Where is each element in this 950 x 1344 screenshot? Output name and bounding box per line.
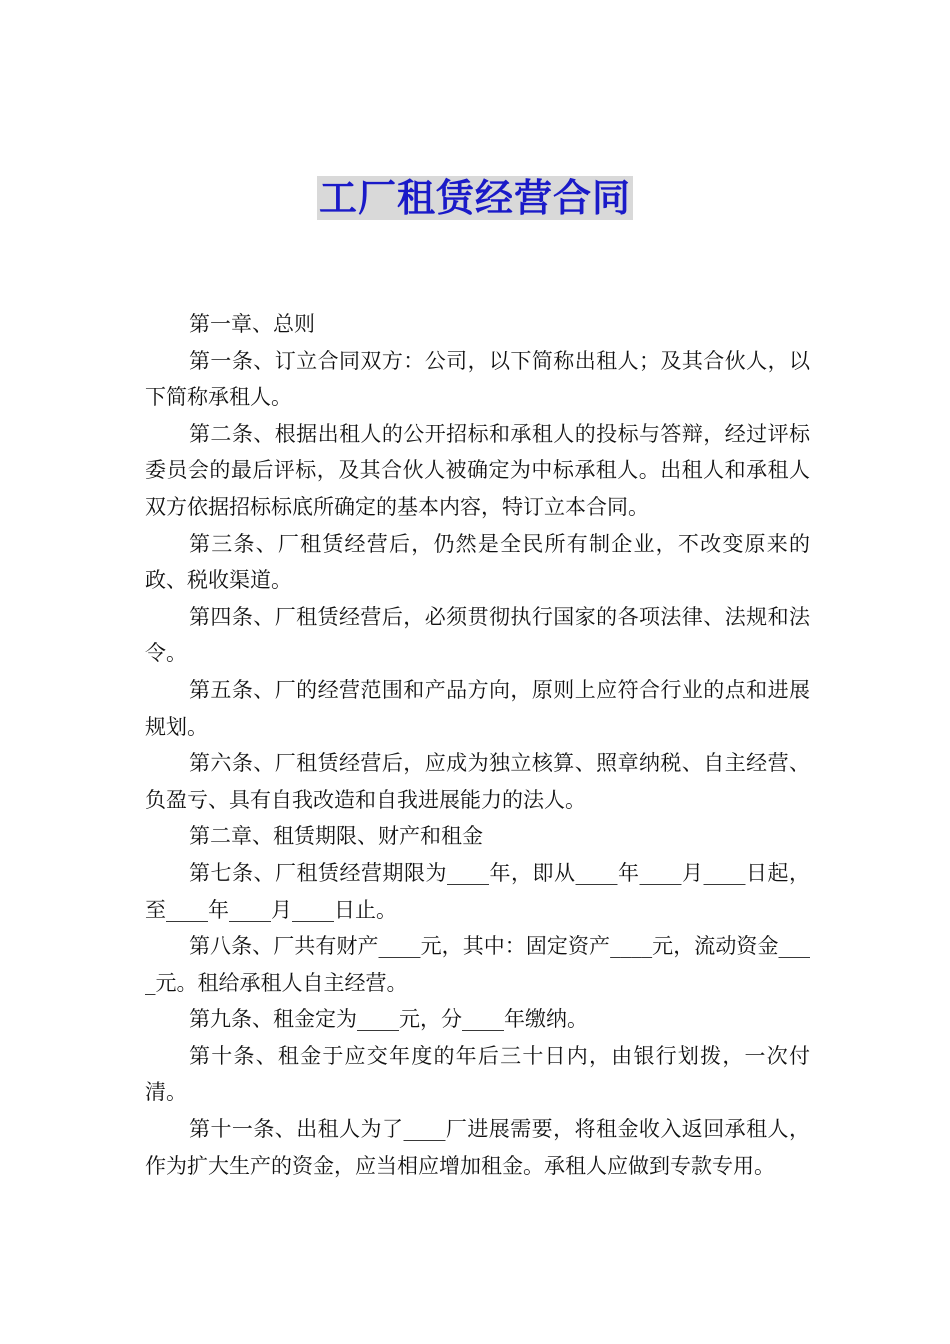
article-3: 第三条、厂租赁经营后，仍然是全民所有制企业，不改变原来的政、税收渠道。 [145,531,810,593]
document-title: 工厂租赁经营合同 [318,176,631,220]
article-1: 第一条、订立合同双方：公司，以下简称出租人；及其合伙人，以下简称承租人。 [145,348,810,410]
article-5: 第五条、厂的经营范围和产品方向，原则上应符合行业的点和进展规划。 [145,677,810,739]
article-7: 第七条、厂租赁经营期限为____年，即从____年____月____日起，至____年____月____日止。 [145,860,810,922]
title-container [0,176,950,220]
article-6: 第六条、厂租赁经营后，应成为独立核算、照章纳税、自主经营、负盈亏、具有自我改造和自我进展能力的法人。 [145,751,810,812]
article-4: 第四条、厂租赁经营后，必须贯彻执行国家的各项法律、法规和法令。 [145,604,810,666]
article-2: 第二条、根据出租人的公开招标和承租人的投标与答辩，经过评标委员会的最后评标，及其合伙人被确定为中标承租人。出租人和承租人双方依据招标标底所确定的基本内容，特订立本合同。 [145,421,810,519]
article-11: 第十一条、出租人为了____厂进展需要，将租金收入返回承租人，作为扩大生产的资金，应当相应增加租金。承租人应做到专款专用。 [145,1117,810,1178]
article-10: 第十条、租金于应交年度的年后三十日内，由银行划拨，一次付清。 [145,1043,810,1105]
chapter-heading-2: 第二章、租赁期限、财产和租金 [189,824,483,849]
chapter-heading-1: 第一章、总则 [189,312,315,336]
article-8: 第八条、厂共有财产____元，其中：固定资产____元，流动资金____元。租给承租人自主经营。 [145,934,810,995]
article-9: 第九条、租金定为____元，分____年缴纳。 [189,1007,588,1032]
document-body [145,306,810,1184]
